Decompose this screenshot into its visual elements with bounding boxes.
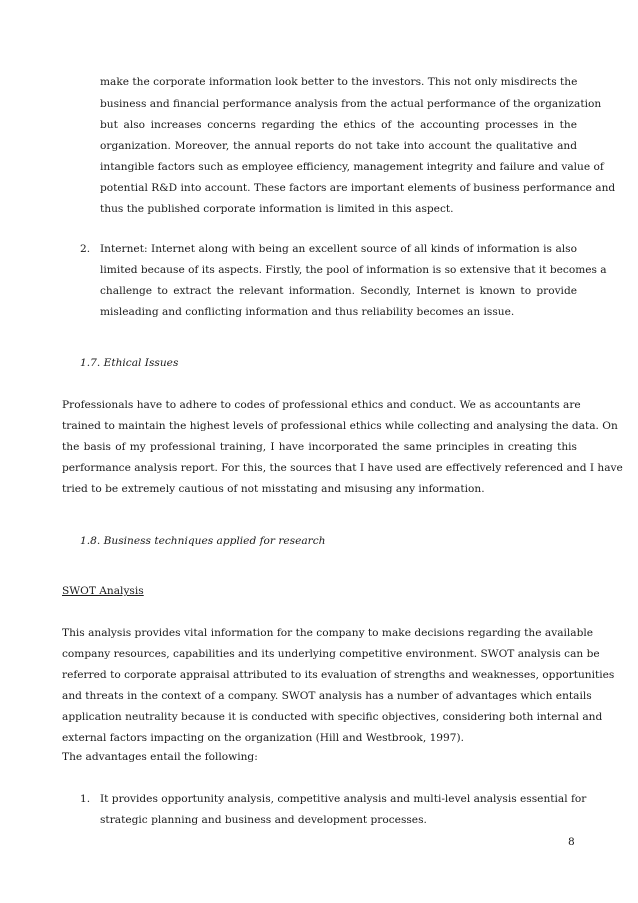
list-item-number: 1. — [80, 793, 91, 805]
para-cont-line: organization. Moreover, the annual reports do not take into account the qualitative and — [100, 140, 577, 152]
page-number: 8 — [568, 836, 575, 848]
para-swot-line: company resources, capabilities and its underlying competitive environment. SWOT analysis can be — [62, 648, 600, 660]
section-heading-business-techniques: 1.8. Business techniques applied for research — [80, 535, 326, 547]
advantages-intro: The advantages entail the following: — [62, 751, 258, 763]
list-item-line: It provides opportunity analysis, competitive analysis and multi-level analysis essential for — [100, 793, 587, 805]
para-cont-line: thus the published corporate information is limited in this aspect. — [100, 203, 454, 215]
para-ethics-line: Professionals have to adhere to codes of professional ethics and conduct. We as accountants are — [62, 399, 581, 411]
para-cont-line: intangible factors such as employee efficiency, management integrity and failure and value of — [100, 161, 604, 173]
list-item-line: strategic planning and business and development processes. — [100, 814, 427, 826]
para-ethics-line: tried to be extremely cautious of not misstating and misusing any information. — [62, 483, 485, 495]
swot-heading: SWOT Analysis — [62, 585, 144, 597]
para-cont-line: but also increases concerns regarding the ethics of the accounting processes in the — [100, 119, 577, 131]
para-ethics-line: performance analysis report. For this, the sources that I have used are effectively referenced and I have — [62, 462, 623, 474]
para-swot-line: This analysis provides vital information for the company to make decisions regarding the available — [62, 627, 594, 639]
list-item-line: limited because of its aspects. Firstly, the pool of information is so extensive that it becomes a — [100, 264, 607, 276]
para-swot-line: external factors impacting on the organization (Hill and Westbrook, 1997). — [62, 732, 465, 744]
para-ethics-line: the basis of my professional training, I have incorporated the same principles in creating this — [62, 441, 577, 453]
list-item-line: misleading and conflicting information and thus reliability becomes an issue. — [100, 306, 515, 318]
list-item-line: Internet: Internet along with being an excellent source of all kinds of information is also — [100, 243, 577, 255]
para-ethics-line: trained to maintain the highest levels of professional ethics while collecting and analysing the data. On — [62, 420, 618, 432]
list-item-number: 2. — [80, 243, 91, 255]
para-cont-line: potential R&D into account. These factors are important elements of business performance and — [100, 182, 616, 194]
para-swot-line: referred to corporate appraisal attributed to its evaluation of strengths and weaknesses, opportunities — [62, 669, 615, 681]
para-cont-line: make the corporate information look better to the investors. This not only misdirects the — [100, 76, 578, 88]
section-heading-ethical-issues: 1.7. Ethical Issues — [80, 357, 179, 369]
list-item-line: challenge to extract the relevant information. Secondly, Internet is known to provide — [100, 285, 577, 297]
para-swot-line: and threats in the context of a company. SWOT analysis has a number of advantages which entails — [62, 690, 592, 702]
para-cont-line: business and financial performance analysis from the actual performance of the organization — [100, 98, 602, 110]
para-swot-line: application neutrality because it is conducted with specific objectives, considering both internal and — [62, 711, 603, 723]
